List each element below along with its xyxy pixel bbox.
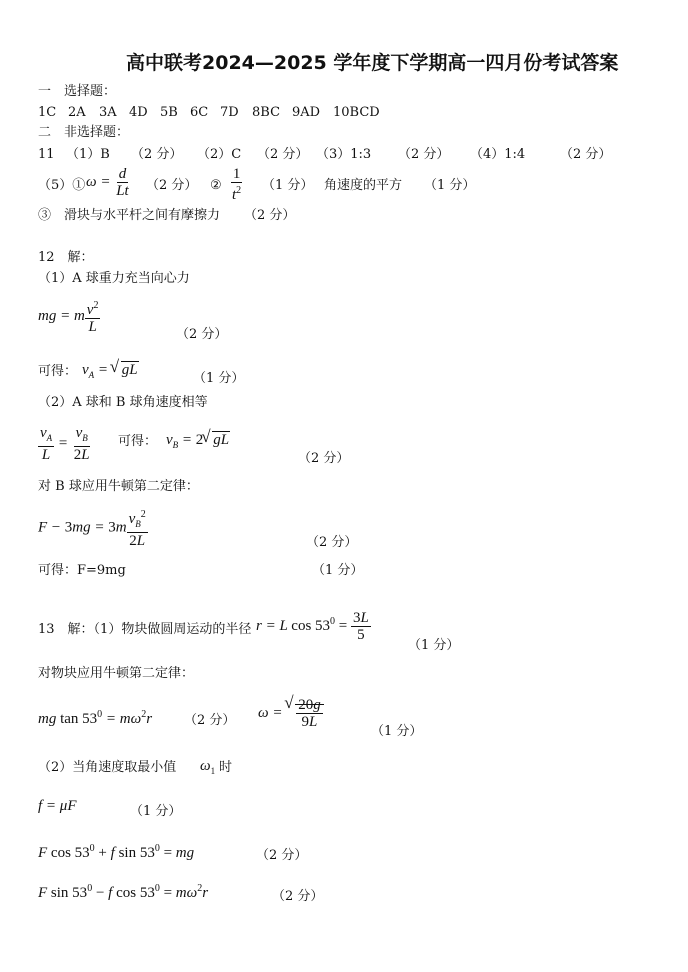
q12-formula-va: $v_A$ = √ gL xyxy=(82,361,139,384)
q12-heading: 12 解： xyxy=(38,250,94,265)
q12-result: 可得：F=9mg xyxy=(38,563,126,578)
section-heading-nonchoice: 二 非选择题： xyxy=(38,125,130,140)
q11-part4: （4）1:4 xyxy=(470,147,526,162)
q11-part4-score: （2 分） xyxy=(560,147,612,162)
q11-inverse-t-squared: $\frac{1}{t^2}$ xyxy=(232,166,242,203)
q13-formula-friction: f = μF xyxy=(38,798,77,814)
q11-part3: （3）1:3 xyxy=(316,147,372,162)
q13-eq2-score: （2 分） xyxy=(184,713,236,728)
q12-newton: 对 B 球应用牛顿第二定律： xyxy=(38,479,199,494)
answer-item: 8BC xyxy=(252,105,281,120)
q11-part5c: ③ 滑块与水平杆之间有摩擦力 xyxy=(38,208,221,223)
answer-item: 5B xyxy=(160,105,178,120)
q11-part1-score: （2 分） xyxy=(131,147,183,162)
q11-omega-formula: ω = $\frac{d}{Lt}$ xyxy=(86,166,129,199)
q11-part5c-score: （2 分） xyxy=(244,208,296,223)
q11-part5b-score: （1 分） xyxy=(262,178,314,193)
q12-formula-vb: $v_B = 2√$ gL xyxy=(166,431,230,454)
q11-part2: （2）C xyxy=(197,147,242,162)
q11-part5b-text: 角速度的平方 xyxy=(324,178,403,193)
answer-item: 4D xyxy=(129,105,148,120)
q11-part5a-score: （2 分） xyxy=(146,178,198,193)
q12-formula-centripetal: mg = m $\frac{v^2}{L}$ xyxy=(38,300,99,335)
section-heading-choice: 一 选择题： xyxy=(38,84,117,99)
q13-eq4-score: （1 分） xyxy=(130,804,182,819)
q12-eq1-score: （2 分） xyxy=(176,327,228,342)
q12-result-score: （1 分） xyxy=(312,563,364,578)
q11-part2-score: （2 分） xyxy=(257,147,309,162)
q13-eq6-score: （2 分） xyxy=(272,889,324,904)
q11-part1: （1）B xyxy=(66,147,110,162)
q13-eq1-score: （1 分） xyxy=(408,638,460,653)
answer-item: 10BCD xyxy=(333,105,380,120)
q12-eq3-score: （2 分） xyxy=(298,451,350,466)
q12-eq2-score: （1 分） xyxy=(193,371,245,386)
q13-eq3-score: （1 分） xyxy=(371,724,423,739)
answer-item: 1C xyxy=(38,105,57,120)
q12-get-label: 可得： xyxy=(38,364,78,379)
q12-eq4-score: （2 分） xyxy=(306,535,358,550)
answer-item: 7D xyxy=(220,105,239,120)
q11-number: 11 xyxy=(38,147,55,162)
answer-item: 2A xyxy=(68,105,86,120)
answer-item: 9AD xyxy=(292,105,321,120)
q12-formula-ratio: $\frac{v_A}{L}$ = $\frac{v_B}{2L}$ xyxy=(40,425,90,463)
q13-formula-tan: mg $\tan 53^0 = m\omega^2r$ xyxy=(38,709,153,727)
answer-item: 3A xyxy=(99,105,117,120)
q13-formula-radius: r = L $\cos 53^0$ = $\frac{3L}{5}$ xyxy=(256,610,369,643)
q13-part2-tail: 时 xyxy=(219,760,233,775)
q13-formula-omega: ω = √ $\frac{20g}{9L}$ xyxy=(258,697,324,730)
q12-formula-newton: F − 3mg = 3m $\frac{v_B^2}{2L}$ xyxy=(38,509,146,549)
q11-part5-label: （5）① xyxy=(38,178,86,193)
q13-eq5-score: （2 分） xyxy=(256,848,308,863)
q13-heading: 13 解：（1）物块做圆周运动的半径 xyxy=(38,622,252,637)
q13-formula-horizontal: F $\sin 53^0 - f$ $\cos 53^0 = m\omega^2r$ xyxy=(38,883,209,901)
answer-item: 6C xyxy=(190,105,209,120)
q13-formula-vertical: F $\cos 53^0 + f$ $\sin 53^0$ = mg xyxy=(38,843,195,861)
page-title: 高中联考2024—2025 学年度下学期高一四月份考试答案 xyxy=(126,52,619,74)
q12-part2: （2）A 球和 B 球角速度相等 xyxy=(38,395,208,410)
q13-part2: （2）当角速度取最小值 xyxy=(38,760,177,775)
q11-part5b-text-score: （1 分） xyxy=(424,178,476,193)
q12-get-label-2: 可得： xyxy=(118,434,158,449)
q11-part3-score: （2 分） xyxy=(398,147,450,162)
q13-omega1-symbol: $\omega_1$ xyxy=(200,758,216,776)
q12-part1: （1）A 球重力充当向心力 xyxy=(38,271,190,286)
q13-newton: 对物块应用牛顿第二定律： xyxy=(38,666,195,681)
q11-part5b-label: ② xyxy=(210,178,222,193)
